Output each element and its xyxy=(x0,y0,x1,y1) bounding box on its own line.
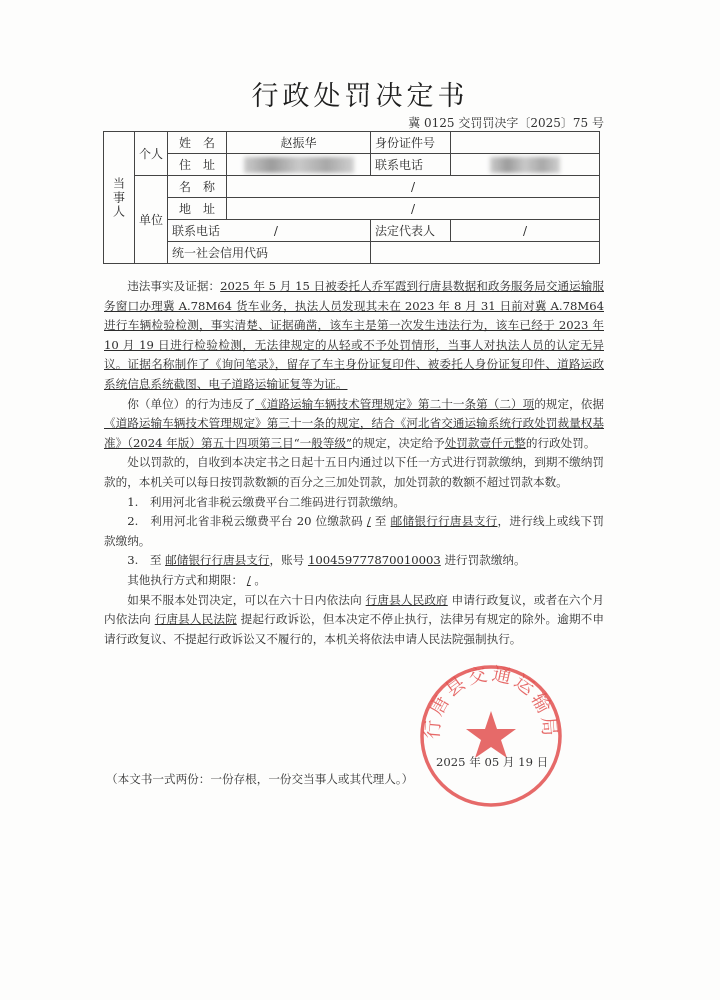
unit-phone-label: 联系电话 xyxy=(172,224,221,238)
unit-phone-cell xyxy=(168,220,371,242)
decision-body xyxy=(104,277,604,649)
party-label: 当事人 xyxy=(104,132,135,264)
bank-name: 邮储银行行唐县支行 xyxy=(390,514,498,529)
footer-note: （本文书一式两份：一份存根，一份交当事人或其代理人。） xyxy=(106,772,414,786)
unit-name-label: 名 称 xyxy=(168,176,227,198)
unit-address-value: / xyxy=(227,198,600,220)
document-title: 行政处罚决定书 xyxy=(251,81,469,112)
party-info-table xyxy=(103,131,600,264)
payment-item-2 xyxy=(104,512,604,551)
seal-star-icon xyxy=(466,711,516,758)
violation-text-c: 的规定，依据 xyxy=(534,396,604,411)
unit-address-label: 地 址 xyxy=(168,198,227,220)
payment-code: / xyxy=(366,514,371,529)
appeal-text-e: 提起行政诉讼，但本决定不停止执行，法律另有规定的除外。逾期不申请行政复议、不提起行政诉讼又不履行的，本机关将依法申请人民法院强制执行。 xyxy=(104,612,604,646)
bank-name-2: 邮储银行行唐县支行 xyxy=(165,553,270,568)
name-label: 姓 名 xyxy=(168,132,227,154)
facts-text: 2025 年 5 月 15 日被委托人乔军霞到行唐县数据和政务服务局交通运输服务窗口办理冀 A.78M64 货车业务，执法人员发现其未在 2023 年 8 月 31 日前对冀 A.78M64 进行车辆检验检测，事实清楚、证据确凿，该车主是第一次发生违法行为，该车已经于 2023 年 10 月 19 日进行检验检测，无法律规定的从轻或不予处罚情形，当事人对执法人员的认定无异议。证据名称制作了《询问笔录》，留存了车主身份证复印件、被委托人身份证复印件、道路运政系统信息系统截图、电子道路运输证复等为证。 xyxy=(104,279,604,391)
address-value xyxy=(227,154,371,176)
credit-code-value xyxy=(371,242,600,264)
name-value: 赵振华 xyxy=(227,132,371,154)
review-authority: 行唐县人民政府 xyxy=(365,592,448,607)
credit-code-label: 统一社会信用代码 xyxy=(168,242,371,264)
other-methods xyxy=(104,571,604,591)
facts-lead: 违法事实及证据： xyxy=(127,279,221,293)
other-text-a: 其他执行方式和期限： xyxy=(127,572,244,587)
item3-text-c: ，账号 xyxy=(269,553,305,568)
individual-label: 个人 xyxy=(135,132,168,176)
item2-text-e: ，进行线上或线下罚款缴纳。 xyxy=(104,514,604,548)
penalty-amount: 处罚款壹仟元整 xyxy=(444,435,526,450)
unit-label: 单位 xyxy=(135,176,168,264)
appeal-paragraph xyxy=(104,591,604,650)
violation-paragraph xyxy=(104,395,604,454)
id-number-label: 身份证件号 xyxy=(371,132,451,154)
id-number-value xyxy=(451,132,600,154)
unit-phone-value: / xyxy=(273,224,278,238)
bank-account: 100459777870010003 xyxy=(307,553,441,568)
other-text-c: 。 xyxy=(254,572,267,587)
violation-text-a: 你（单位）的行为违反了 xyxy=(127,396,256,411)
payment-item-3 xyxy=(104,551,604,571)
item2-text-c: 至 xyxy=(374,514,387,529)
issue-date: 2025 年 05 月 19 日 xyxy=(436,755,549,769)
legal-rep-value: / xyxy=(451,220,600,242)
payment-item-1: 1. 利用河北省非税云缴费平台二维码进行罚款缴纳。 xyxy=(127,494,405,509)
address-label: 住 址 xyxy=(168,154,227,176)
redacted-phone xyxy=(490,157,560,173)
seal-text: 行唐县交通运输局 xyxy=(421,663,561,740)
facts-paragraph xyxy=(104,277,604,395)
legal-basis: 《道路运输车辆技术管理规定》第三十一条的规定，结合《河北省交通运输系统行政处罚裁量权基准》（2024 年版）第五十四项第三目“一般等级” xyxy=(104,416,604,450)
official-seal xyxy=(418,663,564,809)
legal-rep-label: 法定代表人 xyxy=(371,220,451,242)
redacted-address xyxy=(244,157,354,173)
phone-label: 联系电话 xyxy=(371,154,451,176)
phone-value xyxy=(451,154,600,176)
unit-name-value: / xyxy=(227,176,600,198)
document-number: 冀 0125 交罚罚决字〔2025〕75 号 xyxy=(408,116,604,130)
item3-text-e: 进行罚款缴纳。 xyxy=(444,553,526,568)
other-value: / xyxy=(246,572,251,587)
violation-text-g: 的行政处罚。 xyxy=(525,435,596,450)
item2-text-a: 2. 利用河北省非税云缴费平台 20 位缴款码 xyxy=(127,514,363,529)
appeal-text-c: 申请行政复议，或者在六个月内依法向 xyxy=(104,592,604,627)
payment-paragraph: 处以罚款的，自收到本决定书之日起十五日内通过以下任一方式进行罚款缴纳，到期不缴纳罚款的，本机关可以每日按罚款数额的百分之三加处罚款，加处罚款的数额不超过罚款本数。 xyxy=(104,455,604,489)
item3-text-a: 3. 至 xyxy=(127,553,162,568)
court-name: 行唐县人民法院 xyxy=(154,612,237,627)
appeal-text-a: 如果不服本处罚决定，可以在六十日内依法向 xyxy=(127,592,362,607)
violated-regulation: 《道路运输车辆技术管理规定》第二十一条第（二）项 xyxy=(255,396,535,411)
violation-text-e: 的规定，决定给予 xyxy=(351,435,445,450)
